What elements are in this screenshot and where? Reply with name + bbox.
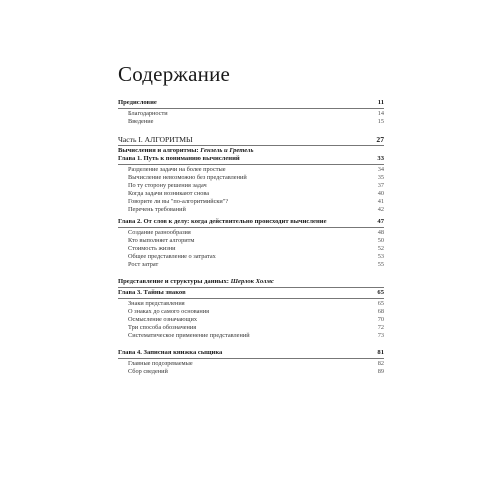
toc-entry-label: Создание разнообразия [128, 229, 191, 236]
toc-section[interactable] [118, 332, 384, 340]
toc-entry-label: Часть I. АЛГОРИТМЫ [118, 135, 193, 144]
toc-entry-label: Стоимость жизни [128, 245, 176, 252]
toc-section[interactable] [118, 206, 384, 214]
toc-entry-label: Представление и структуры данных: [118, 278, 231, 285]
toc-page-number: 72 [377, 324, 384, 331]
toc-page-number: 35 [377, 174, 384, 181]
toc-page-number: 40 [377, 190, 384, 197]
toc-page-number: 81 [377, 349, 384, 356]
toc-page-number: 65 [377, 289, 384, 296]
toc-section[interactable] [118, 190, 384, 198]
toc-section[interactable] [118, 300, 384, 308]
toc-page-number: 48 [377, 229, 384, 236]
divider [118, 287, 384, 288]
toc-page-number: 89 [377, 368, 384, 375]
toc-entry-label: Кто выполняет алгоритм [128, 237, 195, 244]
toc-entry-label: Благодарности [128, 110, 168, 117]
toc-entry-label: Введение [128, 118, 154, 125]
toc-page-number: 11 [377, 99, 384, 106]
toc-entry-label-italic: Шерлок Холмс [230, 278, 274, 285]
toc-section[interactable] [118, 229, 384, 237]
divider [118, 145, 384, 146]
toc-entry-subpart[interactable] [118, 278, 384, 286]
toc-page-number: 52 [377, 245, 384, 252]
toc-section[interactable] [118, 368, 384, 376]
toc-page-number: 47 [377, 218, 384, 225]
toc-entry-label: Осмысление означающих [128, 316, 197, 323]
toc-entry-label: Рост затрат [128, 261, 159, 268]
toc-entry-part[interactable] [118, 135, 384, 144]
toc-section[interactable] [118, 316, 384, 324]
toc-page-number: 15 [377, 118, 384, 125]
toc-section[interactable] [118, 174, 384, 182]
toc-page-number: 42 [377, 206, 384, 213]
toc-entry-label: Перечень требований [128, 206, 186, 213]
toc-section[interactable] [118, 308, 384, 316]
toc-entry-label: Разделение задачи на более простые [128, 166, 226, 173]
toc-entry-label: Предисловие [118, 99, 157, 106]
toc-section[interactable] [118, 360, 384, 368]
toc-page-number: 14 [377, 110, 384, 117]
toc-entry-label: Глава 3. Тайны знаков [118, 289, 186, 296]
toc-entry-label: Глава 1. Путь к пониманию вычислений [118, 155, 240, 162]
toc-page-number: 55 [377, 261, 384, 268]
toc-entry-label: О знаках до самого основания [128, 308, 210, 315]
toc-entry-chapter[interactable] [118, 289, 384, 297]
toc-entry-label: Систематическое применение представлений [128, 332, 250, 339]
toc-section[interactable] [118, 261, 384, 269]
toc-entry-label: Глава 4. Записная книжка сыщика [118, 349, 223, 356]
toc-entry-label: Знаки представления [128, 300, 185, 307]
toc-entry-chapter[interactable] [118, 349, 384, 357]
toc-entry-subpart[interactable] [118, 147, 384, 155]
toc-entry-label: Сбор сведений [128, 368, 168, 375]
toc-entry-preface[interactable] [118, 99, 384, 107]
toc-entry-label: Вычисления и алгоритмы: [118, 147, 201, 154]
divider [118, 164, 384, 165]
toc-entry-label: Главные подозреваемые [128, 360, 193, 367]
toc-page-number: 50 [377, 237, 384, 244]
toc-page-number: 34 [377, 166, 384, 173]
toc-page-number: 68 [377, 308, 384, 315]
toc-section[interactable] [118, 237, 384, 245]
toc-page-number: 65 [377, 300, 384, 307]
toc-section[interactable] [118, 182, 384, 190]
toc-section[interactable] [118, 118, 384, 126]
toc-entry-label: Когда задачи возникают снова [128, 190, 210, 197]
page-title: Содержание [118, 62, 231, 86]
toc-section[interactable] [118, 324, 384, 332]
toc-page-number: 27 [376, 135, 384, 144]
toc-page-number: 73 [377, 332, 384, 339]
toc-entry-label: По ту сторону решения задач [128, 182, 207, 189]
toc-section[interactable] [118, 245, 384, 253]
toc-entry-label: Глава 2. От слов к делу: когда действительно происходит вычисление [118, 218, 327, 225]
toc-entry-label: Вычисление невозможно без представлений [128, 174, 247, 181]
toc-page-number: 41 [377, 198, 384, 205]
toc-section[interactable] [118, 166, 384, 174]
toc-entry-label: Говорите ли вы "по-алгоритмийски"? [128, 198, 229, 205]
toc-section[interactable] [118, 110, 384, 118]
toc-page-number: 82 [377, 360, 384, 367]
toc-entry-label: Общее представление о затратах [128, 253, 216, 260]
toc-entry-label-italic: Гензель и Гретель [200, 147, 254, 154]
divider [118, 358, 384, 359]
divider [118, 227, 384, 228]
table-of-contents [118, 99, 384, 376]
divider [118, 108, 384, 109]
toc-section[interactable] [118, 253, 384, 261]
toc-section[interactable] [118, 198, 384, 206]
toc-page-number: 53 [377, 253, 384, 260]
toc-entry-chapter[interactable] [118, 155, 384, 163]
toc-entry-chapter[interactable] [118, 218, 384, 226]
toc-page-number: 70 [377, 316, 384, 323]
toc-page-number: 33 [377, 155, 384, 162]
divider [118, 298, 384, 299]
toc-entry-label: Три способа обозначения [128, 324, 197, 331]
toc-page-number: 37 [377, 182, 384, 189]
